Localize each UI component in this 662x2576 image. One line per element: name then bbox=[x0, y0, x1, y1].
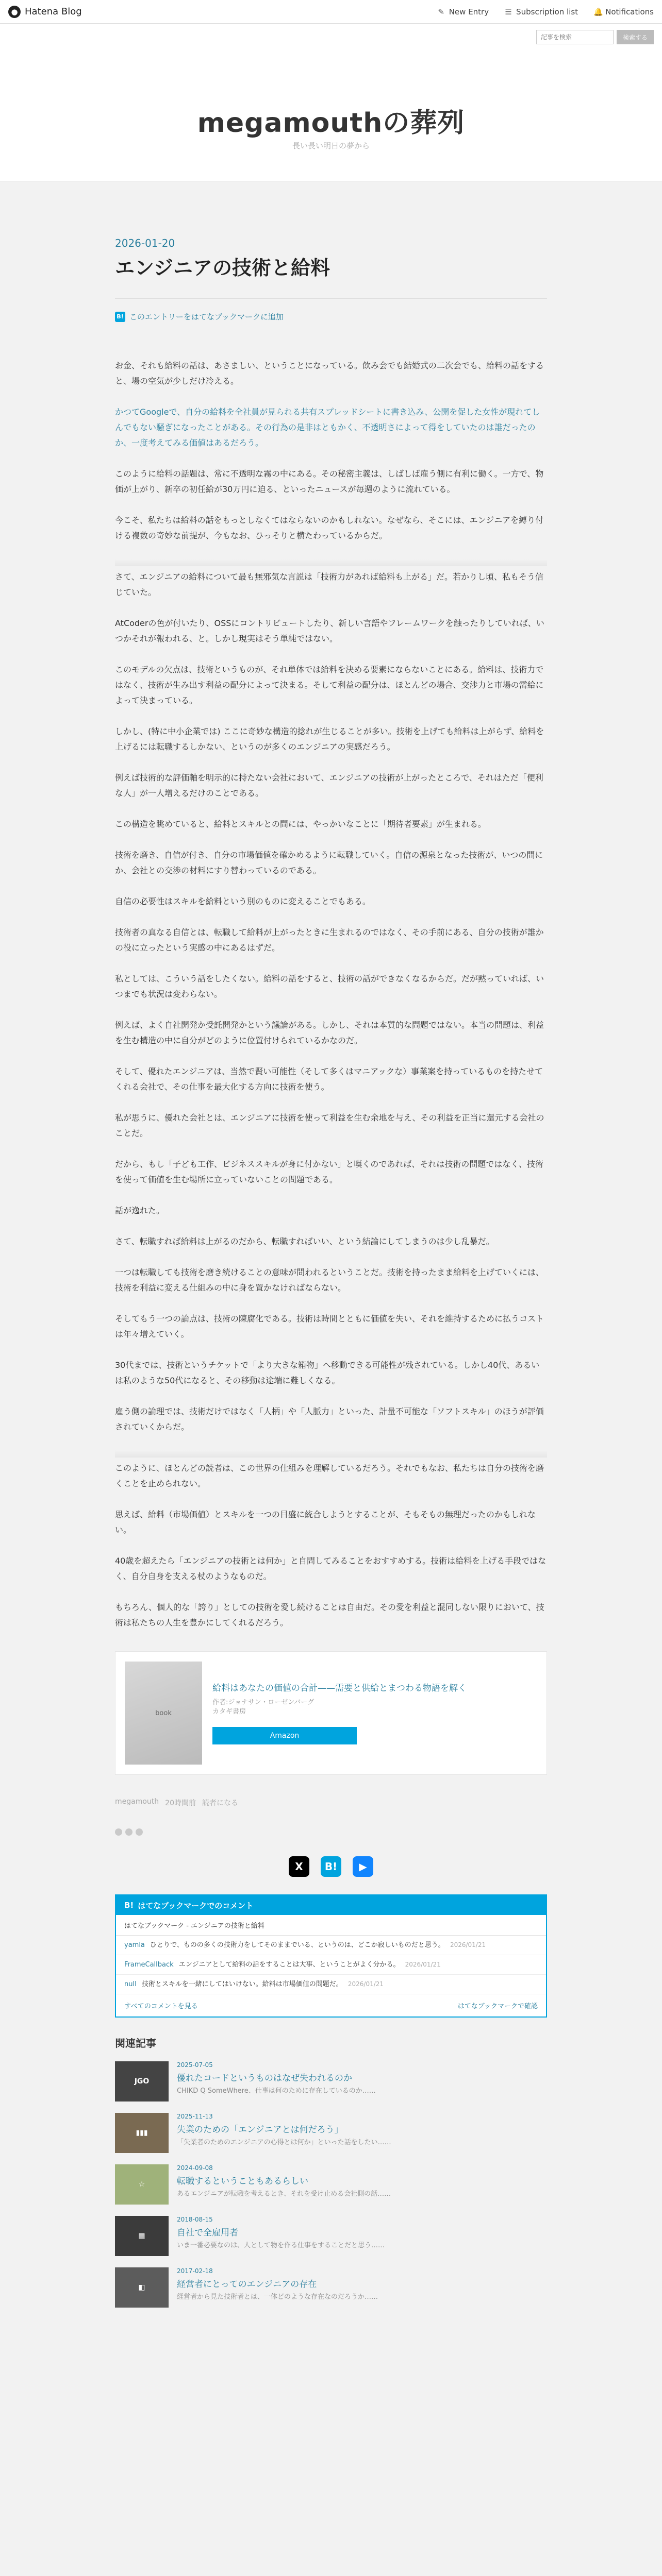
paragraph: 私が思うに、優れた会社とは、エンジニアに技術を使って利益を生む余地を与え、その利益を正当に還元する会社のことだ。 bbox=[115, 1113, 544, 1139]
related-excerpt: あるエンジニアが転職を考えるとき、それを受け止める会社側の話…… bbox=[177, 2190, 391, 2198]
bookmark-comments-footer bbox=[116, 1994, 546, 2016]
paragraph: AtCoderの色が付いたり、OSSにコントリビュートしたり、新しい言語やフレームワークを触ったりしていれば、いつかそれが報われる、と。しかし現実はそう単純ではない。 bbox=[115, 618, 544, 644]
inline-link[interactable]: かつてGoogleで、自分の給料を全社員が見られる共有スプレッドシートに書き込み、公開を促した女性が現れてしんでもない騒ぎになったことがある。その行為の是非はともかく、不透明さによって得をしていたのは誰だったのか、一度考えてみる価値はあるだろう。 bbox=[115, 407, 540, 448]
bookmark-comments bbox=[115, 1894, 547, 2018]
paragraph: 自信の必要性はスキルを給料という別のものに変えることでもある。 bbox=[115, 896, 371, 907]
bookmark-tab[interactable]: はてなブックマーク - エンジニアの技術と給料 bbox=[116, 1915, 546, 1936]
related-title[interactable]: 転職するということもあるらしい bbox=[177, 2176, 308, 2187]
comment-item bbox=[116, 1936, 546, 1955]
bell-icon: 🔔 bbox=[593, 7, 603, 16]
related-item[interactable] bbox=[115, 2216, 547, 2256]
comment-user[interactable]: null bbox=[124, 1980, 137, 1989]
paragraph: そしてもう一つの論点は、技術の陳腐化である。技術は時間とともに価値を失い、それを維持するために払うコストは年々増えていく。 bbox=[115, 1314, 544, 1340]
related-thumbnail[interactable]: ◧ bbox=[115, 2267, 169, 2308]
main-column bbox=[115, 181, 547, 2308]
related-thumbnail[interactable]: ☆ bbox=[115, 2164, 169, 2205]
search-button[interactable]: 検索する bbox=[617, 30, 654, 44]
paragraph: このように給料の話題は、常に不透明な霧の中にある。その秘密主義は、しばしば雇う側に有利に働く。一方で、物価が上がり、新卒の初任給が30万円に迫る、といったニュースが毎週のように流れている。 bbox=[115, 469, 544, 495]
comment-text: ひとりで、ものの多くの技術力をしてそのままでいる、というのは、どこか寂しいものだと思う。 bbox=[150, 1941, 445, 1950]
related-info bbox=[177, 2216, 385, 2256]
search-input[interactable] bbox=[536, 30, 614, 44]
blog-title[interactable]: megamouthの葬列 bbox=[197, 108, 465, 139]
amazon-button[interactable]: Amazon bbox=[212, 1727, 357, 1744]
comment-user[interactable]: FrameCallback bbox=[124, 1961, 174, 1969]
star-avatar[interactable] bbox=[136, 1828, 143, 1836]
section-divider bbox=[115, 559, 547, 566]
related-date: 2024-09-08 bbox=[177, 2164, 213, 2172]
paragraph: お金、それも給料の話は、あさましい、ということになっている。飲み会でも結婚式の二次会でも、給料の話をすると、場の空気が少しだけ冷える。 bbox=[115, 361, 544, 386]
paragraph: そして、優れたエンジニアは、当然で賢い可能性（そして多くはマニアックな）事業案を持っているものを持たせてくれる会社で、その仕事を最大化する方向に技術を使う。 bbox=[115, 1066, 543, 1092]
section-divider bbox=[115, 1450, 547, 1458]
global-header bbox=[0, 0, 662, 24]
subscription-list-link[interactable]: ☰ Subscription list bbox=[505, 7, 578, 16]
comment-date: 2026/01/21 bbox=[405, 1961, 441, 1969]
blog-description: 長い長い明日の夢から bbox=[292, 141, 370, 150]
related-info bbox=[177, 2267, 378, 2308]
paragraph: 思えば、給料（市場価値）とスキルを一つの目盛に統合しようとすることが、そもそもの無理だったのかもしれない。 bbox=[115, 1510, 536, 1535]
related-excerpt: CHIKD Q SomeWhere、仕事は何のために存在しているのか…… bbox=[177, 2087, 376, 2095]
paragraph: さて、転職すれば給料は上がるのだから、転職すればいい、という結論にしてしまうのは少し乱暴だ。 bbox=[115, 1236, 494, 1247]
hatena-bookmark-icon: B! bbox=[124, 1901, 134, 1910]
related-date: 2025-07-05 bbox=[177, 2061, 213, 2069]
hatena-share-button[interactable]: B! bbox=[321, 1856, 341, 1877]
hatena-logo-icon: ● bbox=[8, 6, 21, 18]
paragraph: さて、エンジニアの給料について最も無邪気な言説は「技術力があれば給料も上がる」だ。若かりし頃、私もそう信じていた。 bbox=[115, 572, 543, 598]
notifications-link[interactable]: 🔔 Notifications bbox=[593, 7, 654, 16]
comment-text: エンジニアとして給料の話をすることは大事、ということがよく分かる。 bbox=[178, 1961, 400, 1969]
paragraph bbox=[115, 404, 547, 451]
related-info bbox=[177, 2164, 391, 2205]
paragraph: 40歳を超えたら「エンジニアの技術とは何か」と自問してみることをおすすめする。技術は給料を上げる手段ではなく、自分自身を支える杖のようなものだ。 bbox=[115, 1556, 547, 1582]
comment-date: 2026/01/21 bbox=[450, 1941, 486, 1949]
related-item[interactable] bbox=[115, 2267, 547, 2308]
paragraph: このように、ほとんどの読者は、この世界の仕組みを理解しているだろう。それでもなお、私たちは自分の技術を磨くことを止められない。 bbox=[115, 1463, 544, 1489]
subscribe-link[interactable]: 読者になる bbox=[202, 1799, 238, 1808]
star-avatar[interactable] bbox=[115, 1828, 122, 1836]
new-entry-link[interactable]: ✎ New Entry bbox=[438, 7, 489, 16]
bluesky-share-button[interactable]: ▶ bbox=[353, 1856, 373, 1877]
article-title[interactable]: エンジニアの技術と給料 bbox=[115, 257, 330, 279]
title-divider bbox=[115, 298, 547, 299]
paragraph: この構造を眺めていると、給料とスキルとの間には、やっかいなことに「期待者要素」が生まれる。 bbox=[115, 819, 486, 829]
paragraph: このモデルの欠点は、技術というものが、それ単体では給料を決める要素にならないことにある。給料は、技術力ではなく、技術が生み出す利益の配分によって決まる。そして利益の配分は、ほとんどの場合、交渉力と市場の需給によって決まっている。 bbox=[115, 665, 544, 706]
article-meta bbox=[115, 1798, 547, 1808]
related-thumbnail[interactable]: ▦ bbox=[115, 2216, 169, 2256]
bookmark-add-link[interactable]: B! このエントリーをはてなブックマークに追加 bbox=[115, 311, 547, 322]
share-buttons bbox=[115, 1856, 547, 1877]
product-info bbox=[212, 1682, 537, 1744]
article bbox=[115, 181, 547, 2308]
paragraph: 技術者の真なる自信とは、転職して給料が上がったときに生まれるのではなく、その手前にある、自分の技術が誰かの役に立ったという実感の中にあるはずだ。 bbox=[115, 927, 544, 953]
related-title[interactable]: 失業のための「エンジニアとは何だろう」 bbox=[177, 2125, 343, 2136]
author-link[interactable]: megamouth bbox=[115, 1798, 159, 1806]
paragraph: 例えば、よく自社開発か受託開発かという議論がある。しかし、それは本質的な問題ではない。本当の問題は、利益を生む構造の中に自分がどのように位置付けられているかなのだ。 bbox=[115, 1020, 544, 1046]
related-item[interactable] bbox=[115, 2164, 547, 2205]
related-date: 2025-11-13 bbox=[177, 2113, 213, 2121]
all-comments-link[interactable]: すべてのコメントを見る bbox=[124, 2003, 198, 2011]
related-excerpt: 経営者から見た技術者とは、一体どのような存在なのだろうか…… bbox=[177, 2293, 378, 2301]
paragraph: 今こそ、私たちは給料の話をもっとしなくてはならないのかもしれない。なぜなら、そこには、エンジニアを縛り付ける複数の奇妙な前提が、今もなお、ひっそりと横たわっているからだ。 bbox=[115, 515, 544, 541]
paragraph: 技術を磨き、自信が付き、自分の市場価値を確かめるように転職していく。自信の源泉となった技術が、いつの間にか、会社との交渉の材料にすり替わっているのである。 bbox=[115, 850, 543, 876]
related-date: 2017-02-18 bbox=[177, 2267, 213, 2275]
related-item[interactable] bbox=[115, 2061, 547, 2102]
related-title[interactable]: 経営者にとってのエンジニアの存在 bbox=[177, 2279, 317, 2290]
paragraph: だから、もし「子ども工作、ビジネススキルが身に付かない」と嘆くのであれば、それは技術の問題ではなく、技術を使って価値を生む場所に立っていないことの問題である。 bbox=[115, 1159, 544, 1185]
paragraph: 30代までは、技術というチケットで「より大きな箱物」へ移動できる可能性が残されている。しかし40代、あるいは私のような50代になると、その移動は途端に難しくなる。 bbox=[115, 1360, 540, 1386]
article-date[interactable]: 2026-01-20 bbox=[115, 237, 175, 249]
paragraph: 一つは転職しても技術を磨き続けることの意味が問われるということだ。技術を持ったまま給料を上げていくには、技術を利益に変える仕組みの中に身を置かなければならない。 bbox=[115, 1267, 544, 1293]
hatena-bookmark-icon: B! bbox=[115, 312, 125, 322]
comment-date: 2026/01/21 bbox=[347, 1980, 384, 1988]
related-date: 2018-08-15 bbox=[177, 2216, 213, 2224]
related-thumbnail[interactable]: JGO bbox=[115, 2061, 169, 2102]
product-title[interactable]: 給料はあなたの価値の合計——需要と供給とまつわる物語を解く bbox=[212, 1683, 467, 1694]
global-nav bbox=[437, 7, 654, 16]
related-item[interactable] bbox=[115, 2113, 547, 2153]
product-card bbox=[115, 1651, 547, 1775]
product-subtitle: 作者:ジョナサン・ローゼンバーグ カタギ書房 bbox=[212, 1699, 315, 1716]
related-excerpt: いま一番必要なのは、人として物を作る仕事をすることだと思う…… bbox=[177, 2242, 385, 2250]
paragraph: 話が逸れた。 bbox=[115, 1206, 165, 1216]
related-heading: 関連記事 bbox=[115, 2037, 156, 2050]
comment-text: 技術とスキルを一緒にしてはいけない。給料は市場価値の問題だ。 bbox=[141, 1980, 343, 1989]
article-body bbox=[115, 358, 547, 1631]
comment-item bbox=[116, 1955, 546, 1975]
blog-search bbox=[536, 30, 654, 44]
entry-time[interactable]: 20時間前 bbox=[165, 1799, 196, 1808]
related-info bbox=[177, 2113, 391, 2153]
blog-header bbox=[0, 24, 662, 181]
comment-user[interactable]: yamla bbox=[124, 1941, 145, 1950]
book-cover[interactable]: book bbox=[125, 1662, 202, 1765]
paragraph: 例えば技術的な評価軸を明示的に持たない会社において、エンジニアの技術が上がったところで、それはただ「便利な人」が一人増えるだけのことである。 bbox=[115, 773, 543, 799]
related-title[interactable]: 自社で全雇用者 bbox=[177, 2228, 238, 2239]
logo-text: Hatena Blog bbox=[25, 6, 82, 17]
bookmark-comments-header: B! はてなブックマークでのコメント bbox=[116, 1895, 546, 1915]
related-info bbox=[177, 2061, 376, 2102]
pencil-icon: ✎ bbox=[438, 7, 444, 16]
related-excerpt: 「失業者のためのエンジニアの心得とは何か」といった話をしたい…… bbox=[177, 2139, 391, 2147]
paragraph: 雇う側の論理では、技術だけではなく「人柄」や「人脈力」といった、計量不可能な「ソフトスキル」のほうが評価されていくからだ。 bbox=[115, 1406, 544, 1432]
paragraph: もちろん、個人的な「誇り」としての技術を愛し続けることは自由だ。その愛を利益と混同しない限りにおいて、技術は私たちの人生を豊かにしてくれるだろう。 bbox=[115, 1602, 544, 1628]
paragraph: しかし、(特に中小企業では) ここに奇妙な構造的捻れが生じることが多い。技術を上げても給料は上がらず、給料を上げるには転職するしかない、というのが多くのエンジニアの実感だろう。 bbox=[115, 726, 544, 752]
star-list bbox=[115, 1828, 547, 1836]
star-avatar[interactable] bbox=[125, 1828, 133, 1836]
open-bookmark-link[interactable]: はてなブックマークで確認 bbox=[457, 2003, 538, 2011]
x-share-button[interactable]: X bbox=[289, 1856, 309, 1877]
list-icon: ☰ bbox=[505, 7, 512, 16]
related-thumbnail[interactable]: ▮▮▮ bbox=[115, 2113, 169, 2153]
related-title[interactable]: 優れたコードというものはなぜ失われるのか bbox=[177, 2073, 352, 2084]
comment-item bbox=[116, 1975, 546, 1994]
hatena-blog-logo[interactable] bbox=[8, 6, 82, 18]
paragraph: 私としては、こういう話をしたくない。給料の話をすると、技術の話ができなくなるからだ。だが黙っていれば、いつまでも状況は変わらない。 bbox=[115, 974, 544, 999]
